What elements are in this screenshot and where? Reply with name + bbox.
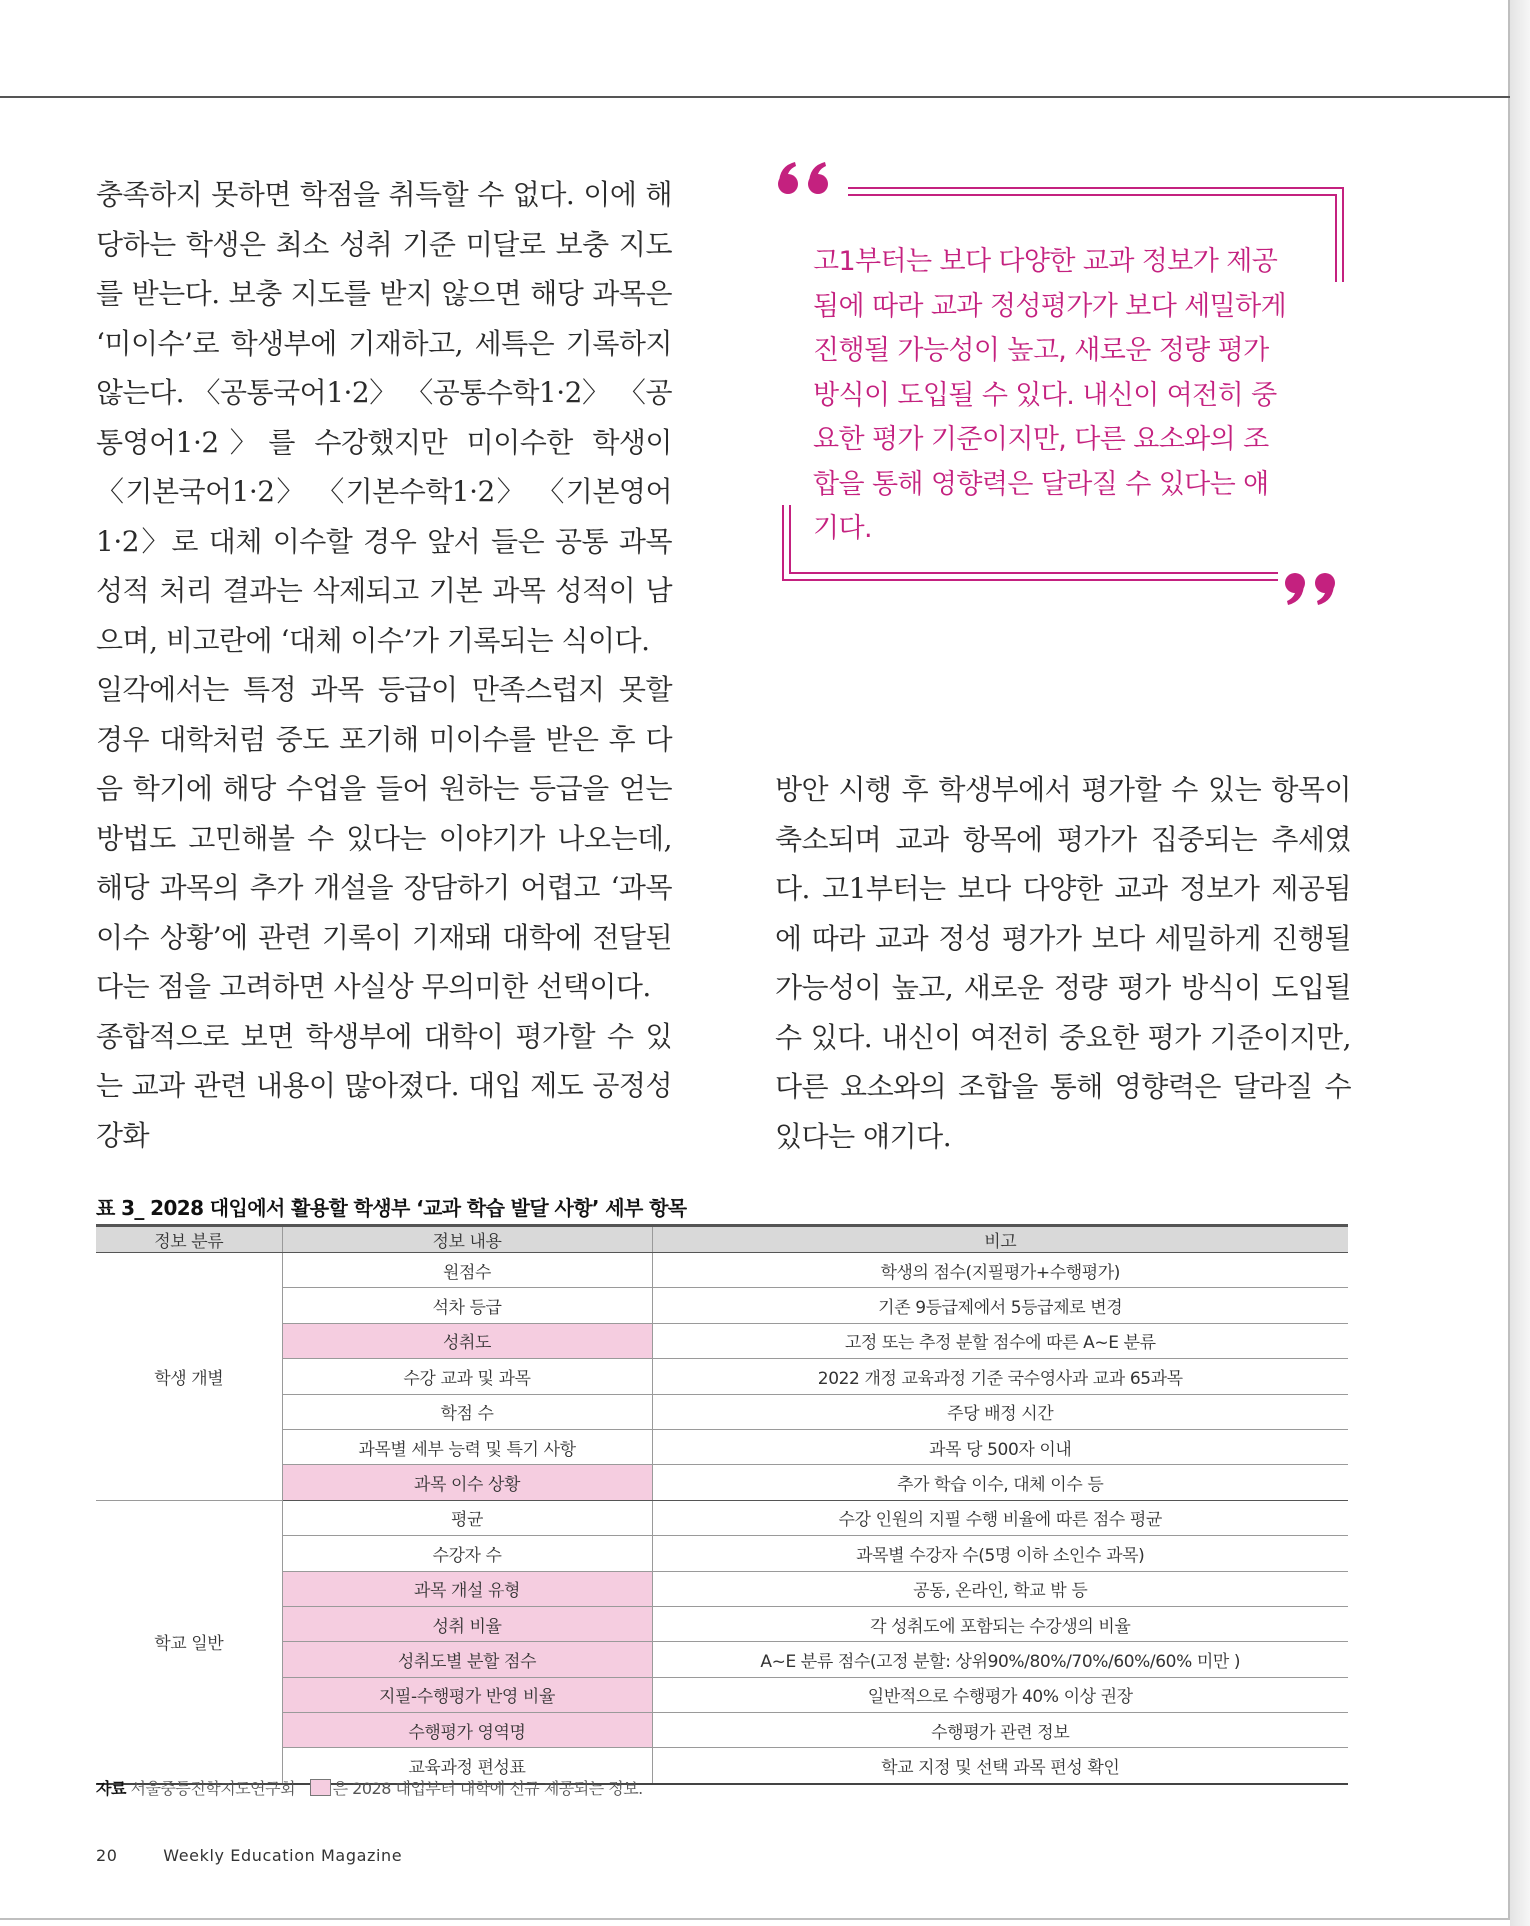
item-cell-new: 성취도별 분할 점수	[282, 1642, 652, 1677]
note-cell: 기존 9등급제에서 5등급제로 변경	[652, 1288, 1348, 1323]
item-cell: 과목별 세부 능력 및 특기 사항	[282, 1429, 652, 1464]
note-cell: 추가 학습 이수, 대체 이수 등	[652, 1465, 1348, 1500]
item-cell-new: 과목 이수 상황	[282, 1465, 652, 1500]
item-cell-new: 지필-수행평가 반영 비율	[282, 1677, 652, 1712]
table-row	[96, 1606, 1348, 1641]
note-cell: A~E 분류 점수(고정 분할: 상위90%/80%/70%/60%/60% 미만 )	[652, 1642, 1348, 1677]
header-item: 정보 내용	[282, 1226, 652, 1253]
body-paragraph: 종합적으로 보면 학생부에 대학이 평가할 수 있는 교과 관련 내용이 많아졌다. 대입 제도 공정성 강화	[96, 1019, 672, 1152]
header-note: 비고	[652, 1226, 1348, 1253]
note-cell: 공동, 온라인, 학교 밖 등	[652, 1571, 1348, 1606]
item-cell-new: 성취도	[282, 1323, 652, 1358]
highlight-legend-swatch	[310, 1779, 331, 1796]
source-label: 자료	[96, 1779, 126, 1798]
table-row	[96, 1429, 1348, 1464]
table-title: 표 3_ 2028 대입에서 활용할 학생부 ‘교과 학습 발달 사항’ 세부 항목	[96, 1196, 687, 1220]
table-row	[96, 1359, 1348, 1394]
source-org: 서울중등진학지도연구회	[130, 1779, 296, 1798]
item-cell: 평균	[282, 1500, 652, 1535]
note-cell: 수강 인원의 지필 수행 비율에 따른 점수 평균	[652, 1500, 1348, 1535]
page-footer	[96, 1846, 402, 1865]
top-rule	[0, 96, 1510, 98]
body-paragraph: 충족하지 못하면 학점을 취득할 수 없다. 이에 해당하는 학생은 최소 성취 기준 미달로 보충 지도를 받는다. 보충 지도를 받지 않으면 해당 과목은 ‘미이수’로 학생부에 기재하고, 세특은 기록하지 않는다. 〈공통국어1·2〉 〈공통수학1·2〉 〈공통영어1·2〉를 수강했지만 미이수한 학생이 〈기본국어1·2〉 〈기본수학1·2〉 〈기본영어1·2〉로 대체 이수할 경우 앞서 들은 공통 과목 성적 처리 결과는 삭제되고 기본 과목 성적이 남으며, 비고란에 ‘대체 이수’가 기록되는 식이다.	[96, 178, 672, 657]
item-cell-new: 수행평가 영역명	[282, 1713, 652, 1748]
pull-quote-text: 고1부터는 보다 다양한 교과 정보가 제공됨에 따라 교과 정성평가가 보다 세밀하게 진행될 가능성이 높고, 새로운 정량 평가 방식이 도입될 수 있다. 내신이 여전히 중요한 평가 기준이지만, 다른 요소와의 조합을 통해 영향력은 달라질 수 있다는 얘기다.	[813, 246, 1287, 544]
item-cell: 석차 등급	[282, 1288, 652, 1323]
note-cell: 과목별 수강자 수(5명 이하 소인수 과목)	[652, 1536, 1348, 1571]
item-cell: 수강 교과 및 과목	[282, 1359, 652, 1394]
item-cell: 원점수	[282, 1253, 652, 1288]
body-paragraph: 일각에서는 특정 과목 등급이 만족스럽지 못할 경우 대학처럼 중도 포기해 미이수를 받은 후 다음 학기에 해당 수업을 들어 원하는 등급을 얻는 방법도 고민해볼 수 있다는 이야기가 나오는데, 해당 과목의 추가 개설을 장담하기 어렵고 ‘과목 이수 상황’에 관련 기록이 기재돼 대학에 전달된다는 점을 고려하면 사실상 무의미한 선택이다.	[96, 673, 672, 1003]
item-cell-new: 과목 개설 유형	[282, 1571, 652, 1606]
page-edge	[1510, 0, 1530, 1926]
note-cell: 2022 개정 교육과정 기준 국수영사과 교과 65과목	[652, 1359, 1348, 1394]
note-cell: 과목 당 500자 이내	[652, 1429, 1348, 1464]
left-column	[96, 170, 672, 1160]
item-cell-new: 성취 비율	[282, 1606, 652, 1641]
pull-quote	[773, 160, 1353, 610]
note-cell: 학생의 점수(지필평가+수행평가)	[652, 1253, 1348, 1288]
page-number: 20	[96, 1846, 118, 1865]
note-cell: 각 성취도에 포함되는 수강생의 비율	[652, 1606, 1348, 1641]
note-cell: 주당 배정 시간	[652, 1394, 1348, 1429]
table-row	[96, 1465, 1348, 1500]
item-cell: 교육과정 편성표	[282, 1748, 652, 1784]
note-cell: 수행평가 관련 정보	[652, 1713, 1348, 1748]
source-legend-text: 은 2028 대입부터 대학에 신규 제공되는 정보.	[332, 1779, 643, 1798]
note-cell: 일반적으로 수행평가 40% 이상 권장	[652, 1677, 1348, 1712]
table-header-row	[96, 1226, 1348, 1253]
category-cell: 학생 개별	[96, 1253, 282, 1501]
table-row	[96, 1288, 1348, 1323]
right-column	[775, 765, 1351, 1161]
table-row	[96, 1253, 1348, 1288]
table-row	[96, 1571, 1348, 1606]
magazine-name: Weekly Education Magazine	[163, 1846, 403, 1865]
table-row	[96, 1536, 1348, 1571]
table-row	[96, 1677, 1348, 1712]
category-cell: 학교 일반	[96, 1500, 282, 1784]
open-quote-icon	[778, 162, 828, 194]
body-paragraph: 방안 시행 후 학생부에서 평가할 수 있는 항목이 축소되며 교과 항목에 평가가 집중되는 추세였다. 고1부터는 보다 다양한 교과 정보가 제공됨에 따라 교과 정성 평가가 보다 세밀하게 진행될 가능성이 높고, 새로운 정량 평가 방식이 도입될 수 있다. 내신이 여전히 중요한 평가 기준이지만, 다른 요소와의 조합을 통해 영향력은 달라질 수 있다는 얘기다.	[775, 773, 1351, 1153]
item-cell: 수강자 수	[282, 1536, 652, 1571]
close-quote-icon	[1285, 573, 1335, 605]
table-row	[96, 1394, 1348, 1429]
table-row	[96, 1323, 1348, 1358]
table-row	[96, 1642, 1348, 1677]
note-cell: 학교 지정 및 선택 과목 편성 확인	[652, 1748, 1348, 1784]
table-row	[96, 1500, 1348, 1535]
table-row	[96, 1713, 1348, 1748]
note-cell: 고정 또는 추정 분할 점수에 따른 A~E 분류	[652, 1323, 1348, 1358]
table-source	[96, 1776, 643, 1799]
item-cell: 학점 수	[282, 1394, 652, 1429]
header-category: 정보 분류	[96, 1226, 282, 1253]
info-table	[96, 1224, 1348, 1785]
